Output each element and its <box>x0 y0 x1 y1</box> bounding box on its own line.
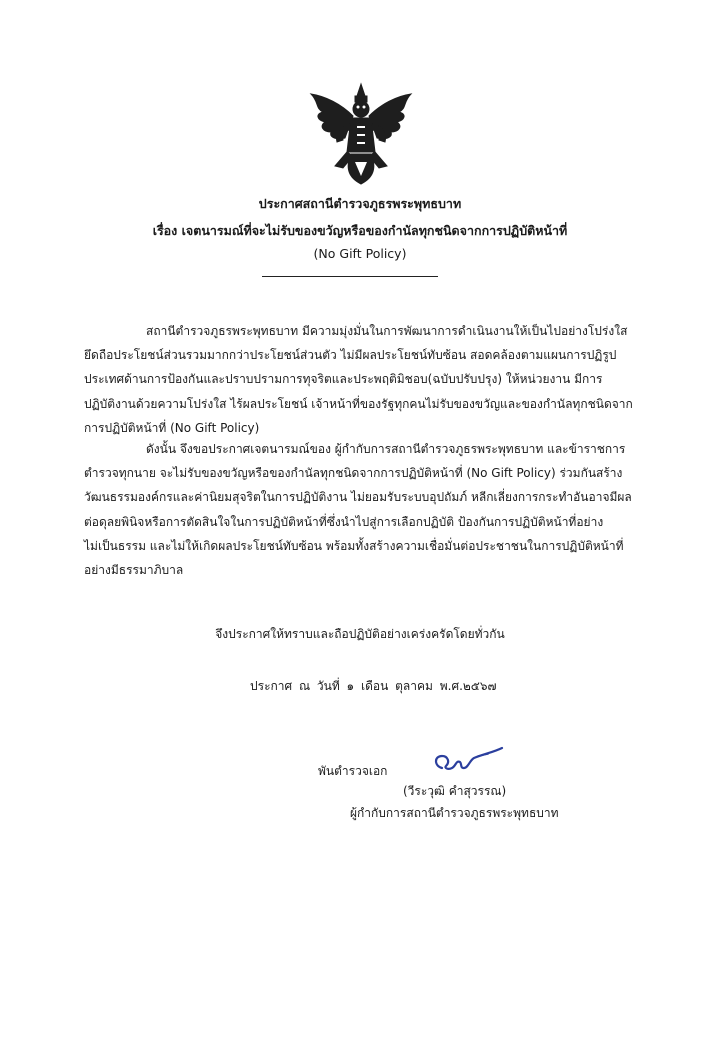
paragraph-1 <box>84 319 636 440</box>
paragraph-line: อย่างมีธรรมาภิบาล <box>84 562 184 577</box>
paragraph-line: ปฏิบัติงานด้วยความโปร่งใส ไร้ผลประโยชน์ เจ้าหน้าที่ของรัฐทุกคนไม่รับของขวัญและของกำนัลทุกชนิดจาก <box>84 396 633 411</box>
signatory-position: ผู้กำกับการสถานีตำรวจภูธรพระพุทธบาท <box>350 806 559 820</box>
closing-statement: จึงประกาศให้ทราบและถือปฏิบัติอย่างเคร่งครัดโดยทั่วกัน <box>215 627 505 641</box>
paragraph-line: ยึดถือประโยชน์ส่วนรวมมากกว่าประโยชน์ส่วนตัว ไม่มีผลประโยชน์ทับซ้อน สอดคล้องตามแผนการปฏิรูป <box>84 348 617 363</box>
paragraph-line: ประเทศด้านการป้องกันและปราบปรามการทุจริตและประพฤติมิชอบ(ฉบับปรับปรุง) ให้หน่วยงาน มีการ <box>84 372 603 387</box>
paragraph-2 <box>84 437 636 582</box>
paragraph-line: ตำรวจทุกนาย จะไม่รับของขวัญหรือของกำนัลทุกชนิดจากการปฏิบัติหน้าที่ (No Gift Policy) ร่วมกันสร้าง <box>84 466 623 481</box>
paragraph-line: ไม่เป็นธรรม และไม่ให้เกิดผลประโยชน์ทับซ้อน พร้อมทั้งสร้างความเชื่อมั่นต่อประชาชนในการปฏิบัติหน้าที่ <box>84 538 624 553</box>
policy-label: (No Gift Policy) <box>313 246 407 261</box>
paragraph-line: การปฏิบัติหน้าที่ (No Gift Policy) <box>84 420 260 435</box>
document-subject: เรื่อง เจตนารมณ์ที่จะไม่รับของขวัญหรือของกำนัลทุกชนิดจากการปฏิบัติหน้าที่ <box>152 223 568 238</box>
signatory-name: (วีระวุฒิ คำสุวรรณ) <box>403 784 507 798</box>
paragraph-line: วัฒนธรรมองค์กรและค่านิยมสุจริตในการปฏิบัติงาน ไม่ยอมรับระบบอุปถัมภ์ หลีกเลี่ยงการกระทำอันอาจมีผล <box>84 490 632 505</box>
paragraph-line: สถานีตำรวจภูธรพระพุทธบาท มีความมุ่งมั่นในการพัฒนาการดำเนินงานให้เป็นไปอย่างโปร่งใส <box>146 324 628 338</box>
paragraph-line: ต่อดุลยพินิจหรือการตัดสินใจในการปฏิบัติหน้าที่ซึ่งนำไปสู่การเลือกปฏิบัติ ป้องกันการปฏิบัติหน้าที่อย่าง <box>84 514 604 529</box>
signatory-rank: พันตำรวจเอก <box>318 764 388 778</box>
garuda-emblem-icon <box>305 82 417 187</box>
announcement-date: ประกาศ ณ วันที่ ๑ เดือน ตุลาคม พ.ศ.๒๕๖๗ <box>250 679 497 693</box>
document-title: ประกาศสถานีตำรวจภูธรพระพุทธบาท <box>258 196 462 211</box>
paragraph-line: ดังนั้น จึงขอประกาศเจตนารมณ์ของ ผู้กำกับการสถานีตำรวจภูธรพระพุทธบาท และข้าราชการ <box>146 442 626 456</box>
signature-icon <box>428 742 508 778</box>
header-divider <box>262 276 438 277</box>
